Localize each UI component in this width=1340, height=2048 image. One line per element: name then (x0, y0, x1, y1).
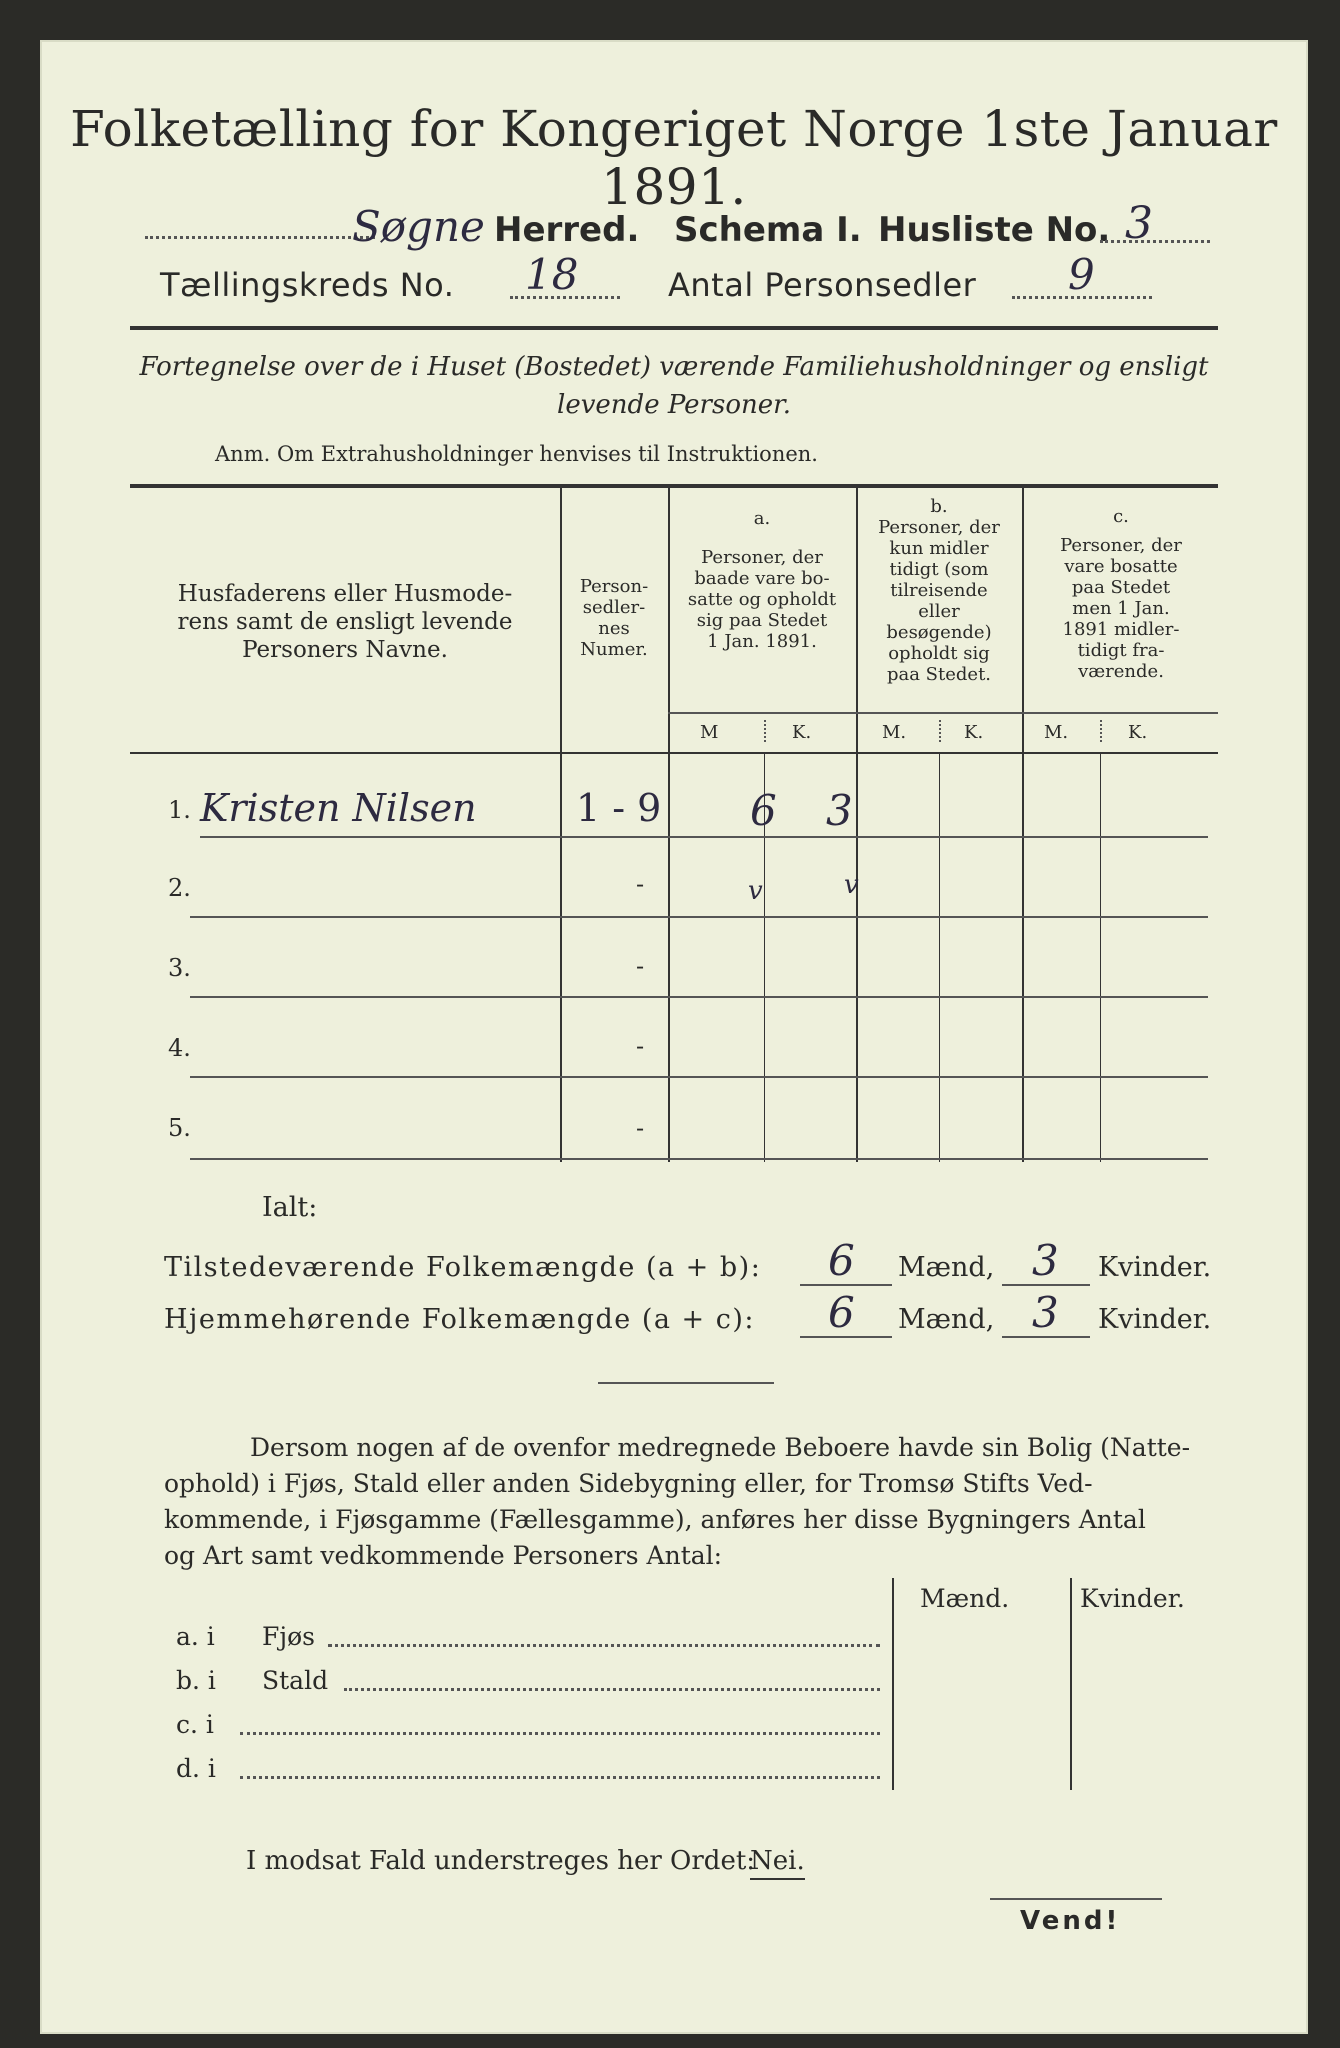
bolig-vline-2 (1070, 1578, 1072, 1790)
bolig-item-letter: a. i (176, 1622, 215, 1651)
section-divider (598, 1382, 774, 1384)
col-numer-header: Person- sedler- nes Numer. (579, 576, 649, 660)
c-k-label: K. (1128, 722, 1148, 743)
hjemme-maend: Mænd, (898, 1304, 995, 1335)
row-a-k: 3 (826, 786, 853, 835)
herred-dots (145, 236, 375, 239)
form-title: Folketælling for Kongeriget Norge 1ste Januar 1891. (70, 100, 1278, 216)
modsat-text: I modsat Fald understreges her Ordet: (246, 1846, 756, 1876)
kreds-label: Tællingskreds No. (160, 266, 455, 304)
a-mk-sep (764, 720, 766, 742)
col-names-header: Husfaderens eller Husmode- rens samt de ensligt levende Personers Navne. (177, 581, 513, 663)
row-numer: - (636, 952, 645, 980)
c-mk-sep (1100, 720, 1102, 742)
row-rule-2 (190, 916, 1208, 918)
bolig-item-label: Stald (262, 1666, 329, 1695)
hjemme-k-value: 3 (1032, 1288, 1059, 1337)
b-k-label: K. (964, 722, 984, 743)
bolig-item-label: Fjøs (262, 1622, 315, 1651)
row-rule-4 (190, 1076, 1208, 1078)
intro-line1: Fortegnelse over de i Huset (Bostedet) værende Familiehusholdninger og ensligt (139, 352, 1209, 382)
intro-line2: levende Personer. (557, 390, 791, 420)
row-rule-1 (200, 836, 1208, 838)
hjemme-label: Hjemmehørende Folkemængde (a + c): (164, 1304, 755, 1335)
herred-label: Herred. (494, 210, 640, 250)
tilstede-m-value: 6 (828, 1236, 855, 1285)
bolig-maend-header: Mænd. (920, 1584, 1010, 1613)
vend-rule (990, 1898, 1162, 1900)
tilstede-k-value: 3 (1032, 1236, 1059, 1285)
b-body-sep (939, 754, 940, 1162)
bolig-item-letter: d. i (176, 1754, 216, 1783)
hjemme-kvinder: Kvinder. (1098, 1304, 1212, 1335)
col-b-header: b. Personer, der kun midler tidigt (som tilreisende eller besøgende) opholdt sig paa Stedet. (878, 496, 1000, 685)
c-m-label: M. (1044, 722, 1069, 743)
nei-word: Nei. (750, 1846, 805, 1880)
row-num: 2. (168, 874, 191, 902)
row-num: 1. (168, 796, 191, 824)
row-rule-5 (190, 1158, 1208, 1160)
c-body-sep (1100, 754, 1101, 1162)
row-rule-3 (190, 996, 1208, 998)
vend-text: Vend! (1020, 1906, 1121, 1936)
husliste-value: 3 (1125, 198, 1153, 249)
row-numer: - (636, 1032, 645, 1060)
husliste-dots (1100, 240, 1210, 243)
personsedler-label: Antal Personsedler (668, 266, 977, 304)
b-m-label: M. (882, 722, 907, 743)
personsedler-value: 9 (1068, 250, 1095, 299)
col-a-header: a. Personer, der baade vare bo- satte og opholdt sig paa Stedet 1 Jan. 1891. (687, 508, 837, 652)
herred-value: Søgne (352, 202, 485, 251)
row-numer: 1 - 9 (576, 786, 662, 830)
schema-label: Schema I. (674, 210, 862, 250)
a-k-label: K. (792, 722, 812, 743)
bolig-vline-1 (892, 1578, 894, 1790)
row-a-m: v (748, 876, 763, 906)
mk-rule (668, 712, 1218, 714)
row-numer: - (636, 1114, 645, 1142)
husliste-label: Husliste No. (878, 210, 1111, 250)
bolig-item-letter: c. i (176, 1710, 214, 1739)
tilstede-label: Tilstedeværende Folkemængde (a + b): (164, 1252, 762, 1283)
a-m-label: M (700, 722, 719, 743)
bolig-item-dots (240, 1732, 880, 1735)
row-num: 5. (168, 1114, 191, 1142)
intro-text (40, 348, 1308, 424)
bolig-item-dots (344, 1688, 880, 1691)
row-name: Kristen Nilsen (200, 786, 477, 830)
header-rule (130, 326, 1218, 330)
hjemme-m-value: 6 (828, 1288, 855, 1337)
kreds-value: 18 (525, 250, 579, 299)
row-a-m: 6 (750, 786, 777, 835)
tilstede-kvinder: Kvinder. (1098, 1252, 1212, 1283)
table-top-rule (130, 484, 1218, 488)
row-num: 4. (168, 1034, 191, 1062)
bolig-item-dots (328, 1644, 880, 1647)
bolig-paragraph: Dersom nogen af de ovenfor medregnede Beboere havde sin Bolig (Natte- ophold) i Fjøs, Stald eller anden Sidebygning eller, for Tromsø Stifts Ved- kommende, i Fjøsgamme (Fællesgamme), anføres her disse Bygningers Antal og Art samt vedkommende Personers Antal: (164, 1433, 1191, 1570)
b-mk-sep (939, 720, 941, 742)
row-a-k: v (844, 870, 859, 900)
row-numer: - (636, 870, 645, 898)
bolig-kvinder-header: Kvinder. (1080, 1584, 1185, 1613)
table-header-rule (130, 752, 1218, 754)
anm-note: Anm. Om Extrahusholdninger henvises til Instruktionen. (215, 442, 818, 466)
col-c-header: c. Personer, der vare bosatte paa Stedet men 1 Jan. 1891 midler- tidigt fra- værende. (1060, 506, 1182, 682)
tilstede-maend: Mænd, (898, 1252, 995, 1283)
census-form (40, 40, 1308, 2034)
bolig-item-dots (240, 1776, 880, 1779)
ialt-label: Ialt: (262, 1192, 318, 1223)
bolig-item-letter: b. i (176, 1666, 216, 1695)
row-num: 3. (168, 954, 191, 982)
